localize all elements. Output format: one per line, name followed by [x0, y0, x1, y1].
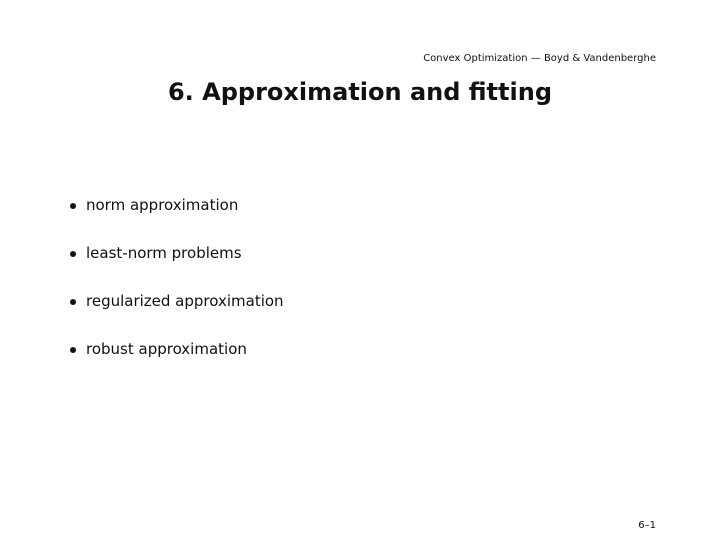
list-item — [70, 292, 284, 340]
list-item-label: regularized approximation — [86, 292, 284, 310]
bullet-icon — [70, 347, 76, 353]
bullet-icon — [70, 299, 76, 305]
list-item — [70, 196, 284, 244]
page-number: 6–1 — [638, 520, 656, 531]
list-item-label: least-norm problems — [86, 244, 242, 262]
topic-list — [70, 196, 284, 388]
slide-title: 6. Approximation and fitting — [167, 78, 552, 106]
course-header: Convex Optimization — Boyd & Vandenberghe — [423, 53, 656, 64]
list-item-label: norm approximation — [86, 196, 239, 214]
list-item-label: robust approximation — [86, 340, 247, 358]
bullet-icon — [70, 203, 76, 209]
bullet-icon — [70, 251, 76, 257]
list-item — [70, 340, 284, 388]
list-item — [70, 244, 284, 292]
